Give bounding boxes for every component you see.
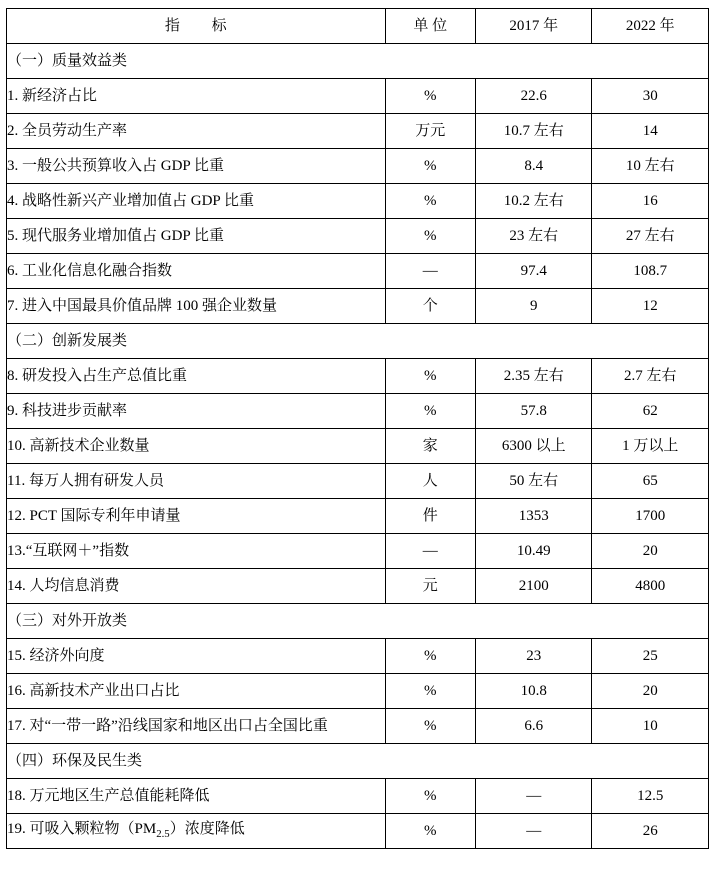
table-row	[7, 289, 709, 324]
value-2022: 12.5	[592, 779, 709, 814]
column-header-indicator-label: 指 标	[164, 17, 241, 34]
value-2017: 23	[476, 639, 592, 674]
value-2017: 6300 以上	[476, 429, 592, 464]
indicator-unit: %	[385, 184, 475, 219]
table-row	[7, 569, 709, 604]
indicator-name: 10. 高新技术企业数量	[7, 429, 386, 464]
column-header-2017: 2017 年	[476, 9, 592, 44]
value-2022: 108.7	[592, 254, 709, 289]
group-label: （二）创新发展类	[7, 324, 709, 359]
indicator-unit: %	[385, 674, 475, 709]
value-2022: 30	[592, 79, 709, 114]
table-row	[7, 709, 709, 744]
table-row	[7, 499, 709, 534]
table-group-row	[7, 44, 709, 79]
indicator-name: 7. 进入中国最具价值品牌 100 强企业数量	[7, 289, 386, 324]
group-label: （四）环保及民生类	[7, 744, 709, 779]
value-2022: 10 左右	[592, 149, 709, 184]
table-header	[7, 9, 709, 44]
value-2017: —	[476, 779, 592, 814]
value-2017: 9	[476, 289, 592, 324]
group-label: （一）质量效益类	[7, 44, 709, 79]
value-2022: 16	[592, 184, 709, 219]
indicator-name: 13.“互联网＋”指数	[7, 534, 386, 569]
indicator-unit: %	[385, 779, 475, 814]
table-row	[7, 359, 709, 394]
value-2022: 20	[592, 674, 709, 709]
value-2017: 97.4	[476, 254, 592, 289]
indicator-table	[6, 8, 709, 849]
value-2017: 2.35 左右	[476, 359, 592, 394]
indicator-unit: 家	[385, 429, 475, 464]
value-2017: 57.8	[476, 394, 592, 429]
table-group-row	[7, 604, 709, 639]
indicator-name: 15. 经济外向度	[7, 639, 386, 674]
indicator-unit: %	[385, 814, 475, 849]
indicator-name: 8. 研发投入占生产总值比重	[7, 359, 386, 394]
table-row	[7, 114, 709, 149]
value-2022: 1 万以上	[592, 429, 709, 464]
value-2022: 26	[592, 814, 709, 849]
table-row	[7, 429, 709, 464]
indicator-unit: %	[385, 79, 475, 114]
table-row	[7, 464, 709, 499]
table-row	[7, 639, 709, 674]
value-2017: 10.2 左右	[476, 184, 592, 219]
indicator-unit: 人	[385, 464, 475, 499]
indicator-unit: 件	[385, 499, 475, 534]
indicator-name: 17. 对“一带一路”沿线国家和地区出口占全国比重	[7, 709, 386, 744]
indicator-unit: %	[385, 394, 475, 429]
table-body	[7, 44, 709, 849]
indicator-name: 2. 全员劳动生产率	[7, 114, 386, 149]
indicator-name: 4. 战略性新兴产业增加值占 GDP 比重	[7, 184, 386, 219]
indicator-name: 3. 一般公共预算收入占 GDP 比重	[7, 149, 386, 184]
indicator-name: 6. 工业化信息化融合指数	[7, 254, 386, 289]
value-2017: 8.4	[476, 149, 592, 184]
value-2017: 50 左右	[476, 464, 592, 499]
value-2022: 62	[592, 394, 709, 429]
subscript-text: 2.5	[156, 828, 170, 841]
value-2017: 10.49	[476, 534, 592, 569]
value-2017: 22.6	[476, 79, 592, 114]
value-2022: 2.7 左右	[592, 359, 709, 394]
indicator-name: 12. PCT 国际专利年申请量	[7, 499, 386, 534]
indicator-unit: %	[385, 219, 475, 254]
value-2022: 12	[592, 289, 709, 324]
column-header-2022: 2022 年	[592, 9, 709, 44]
value-2017: 10.7 左右	[476, 114, 592, 149]
value-2022: 14	[592, 114, 709, 149]
indicator-name: 9. 科技进步贡献率	[7, 394, 386, 429]
value-2017: 2100	[476, 569, 592, 604]
value-2017: 23 左右	[476, 219, 592, 254]
indicator-unit: 个	[385, 289, 475, 324]
table-group-row	[7, 324, 709, 359]
indicator-unit: %	[385, 709, 475, 744]
table-row	[7, 534, 709, 569]
value-2022: 65	[592, 464, 709, 499]
table-header-row	[7, 9, 709, 44]
indicator-name: 14. 人均信息消费	[7, 569, 386, 604]
indicator-name: 19. 可吸入颗粒物$(PM_{2.5})$浓度降低	[7, 814, 386, 849]
value-2022: 4800	[592, 569, 709, 604]
value-2022: 25	[592, 639, 709, 674]
indicator-name: 5. 现代服务业增加值占 GDP 比重	[7, 219, 386, 254]
indicator-unit: —	[385, 534, 475, 569]
value-2017: 10.8	[476, 674, 592, 709]
table-row	[7, 149, 709, 184]
table-row	[7, 219, 709, 254]
value-2022: 1700	[592, 499, 709, 534]
table-group-row	[7, 744, 709, 779]
indicator-unit: 元	[385, 569, 475, 604]
value-2022: 10	[592, 709, 709, 744]
indicator-name: 18. 万元地区生产总值能耗降低	[7, 779, 386, 814]
table-row	[7, 79, 709, 114]
indicator-unit: %	[385, 639, 475, 674]
value-2022: 20	[592, 534, 709, 569]
column-header-unit: 单 位	[385, 9, 475, 44]
indicator-unit: —	[385, 254, 475, 289]
table-row	[7, 254, 709, 289]
table-row	[7, 674, 709, 709]
value-2017: 6.6	[476, 709, 592, 744]
value-2017: 1353	[476, 499, 592, 534]
value-2017: —	[476, 814, 592, 849]
indicator-name: 1. 新经济占比	[7, 79, 386, 114]
column-header-indicator	[7, 9, 386, 44]
value-2022: 27 左右	[592, 219, 709, 254]
table-row	[7, 184, 709, 219]
indicator-unit: 万元	[385, 114, 475, 149]
indicator-name: 16. 高新技术产业出口占比	[7, 674, 386, 709]
group-label: （三）对外开放类	[7, 604, 709, 639]
indicator-unit: %	[385, 149, 475, 184]
table-row	[7, 394, 709, 429]
indicator-name: 11. 每万人拥有研发人员	[7, 464, 386, 499]
indicator-unit: %	[385, 359, 475, 394]
table-row	[7, 779, 709, 814]
table-row	[7, 814, 709, 849]
